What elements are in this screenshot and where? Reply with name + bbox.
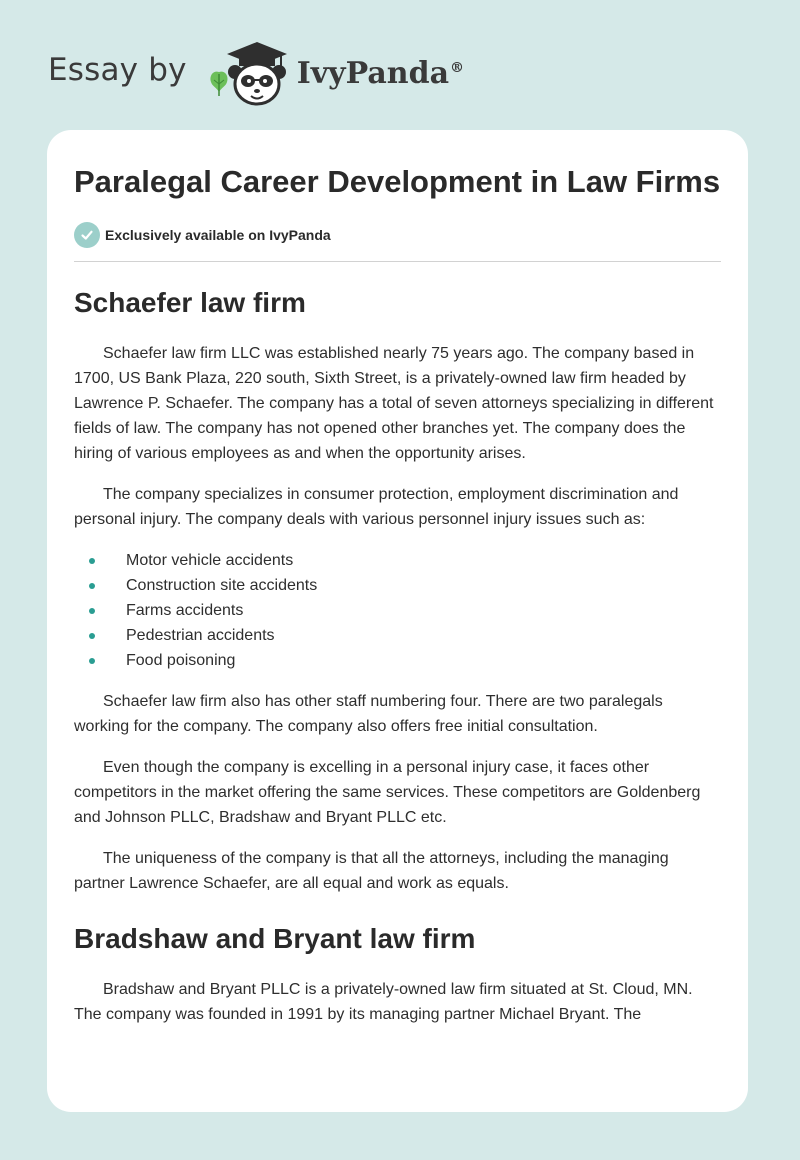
section-schaefer bbox=[74, 285, 721, 896]
brand-prefix: Essay by bbox=[48, 52, 187, 88]
paragraph: Bradshaw and Bryant PLLC is a privately-owned law firm situated at St. Cloud, MN. The company was founded in 1991 by its managing partner Michael Bryant. The bbox=[74, 981, 693, 1023]
panda-logo-icon bbox=[201, 36, 293, 108]
list-item: Food poisoning bbox=[74, 648, 721, 673]
site-brand[interactable] bbox=[48, 36, 464, 108]
paragraph: Schaefer law firm also has other staff numbering four. There are two paralegals working for the company. The company also offers free initial consultation. bbox=[74, 693, 663, 735]
injury-list bbox=[74, 548, 721, 673]
essay-card bbox=[47, 130, 748, 1112]
list-item: Farms accidents bbox=[74, 598, 721, 623]
paragraph: Even though the company is excelling in a personal injury case, it faces other competitors in the market offering the same services. These competitors are Goldenberg and Johnson PLLC, Bradshaw and Bryant PLLC etc. bbox=[74, 759, 701, 826]
list-item: Pedestrian accidents bbox=[74, 623, 721, 648]
paragraph: Schaefer law firm LLC was established nearly 75 years ago. The company based in 1700, US Bank Plaza, 220 south, Sixth Street, is a privately-owned law firm headed by Lawrence P. Schaefer. The company has a total of seven attorneys specializing in different fields of law. The company has not opened other branches yet. The company does the hiring of various employees as and when the opportunity arises. bbox=[74, 345, 714, 462]
paragraph: The company specializes in consumer protection, employment discrimination and personal injury. The company deals with various personnel injury issues such as: bbox=[74, 486, 679, 528]
check-icon bbox=[74, 222, 100, 248]
exclusive-notice bbox=[74, 221, 721, 249]
list-item: Construction site accidents bbox=[74, 573, 721, 598]
essay-title: Paralegal Career Development in Law Firms bbox=[74, 164, 721, 199]
title-divider bbox=[74, 261, 721, 262]
list-item: Motor vehicle accidents bbox=[74, 548, 721, 573]
exclusive-label: Exclusively available on IvyPanda bbox=[105, 227, 331, 243]
brand-name: IvyPanda® bbox=[296, 55, 465, 91]
section-heading: Bradshaw and Bryant law firm bbox=[74, 923, 476, 954]
paragraph: The uniqueness of the company is that all the attorneys, including the managing partner Lawrence Schaefer, are all equal and work as equals. bbox=[74, 850, 669, 892]
ivy-leaf-icon bbox=[210, 72, 227, 96]
section-bradshaw bbox=[74, 921, 721, 1027]
section-heading: Schaefer law firm bbox=[74, 287, 306, 318]
